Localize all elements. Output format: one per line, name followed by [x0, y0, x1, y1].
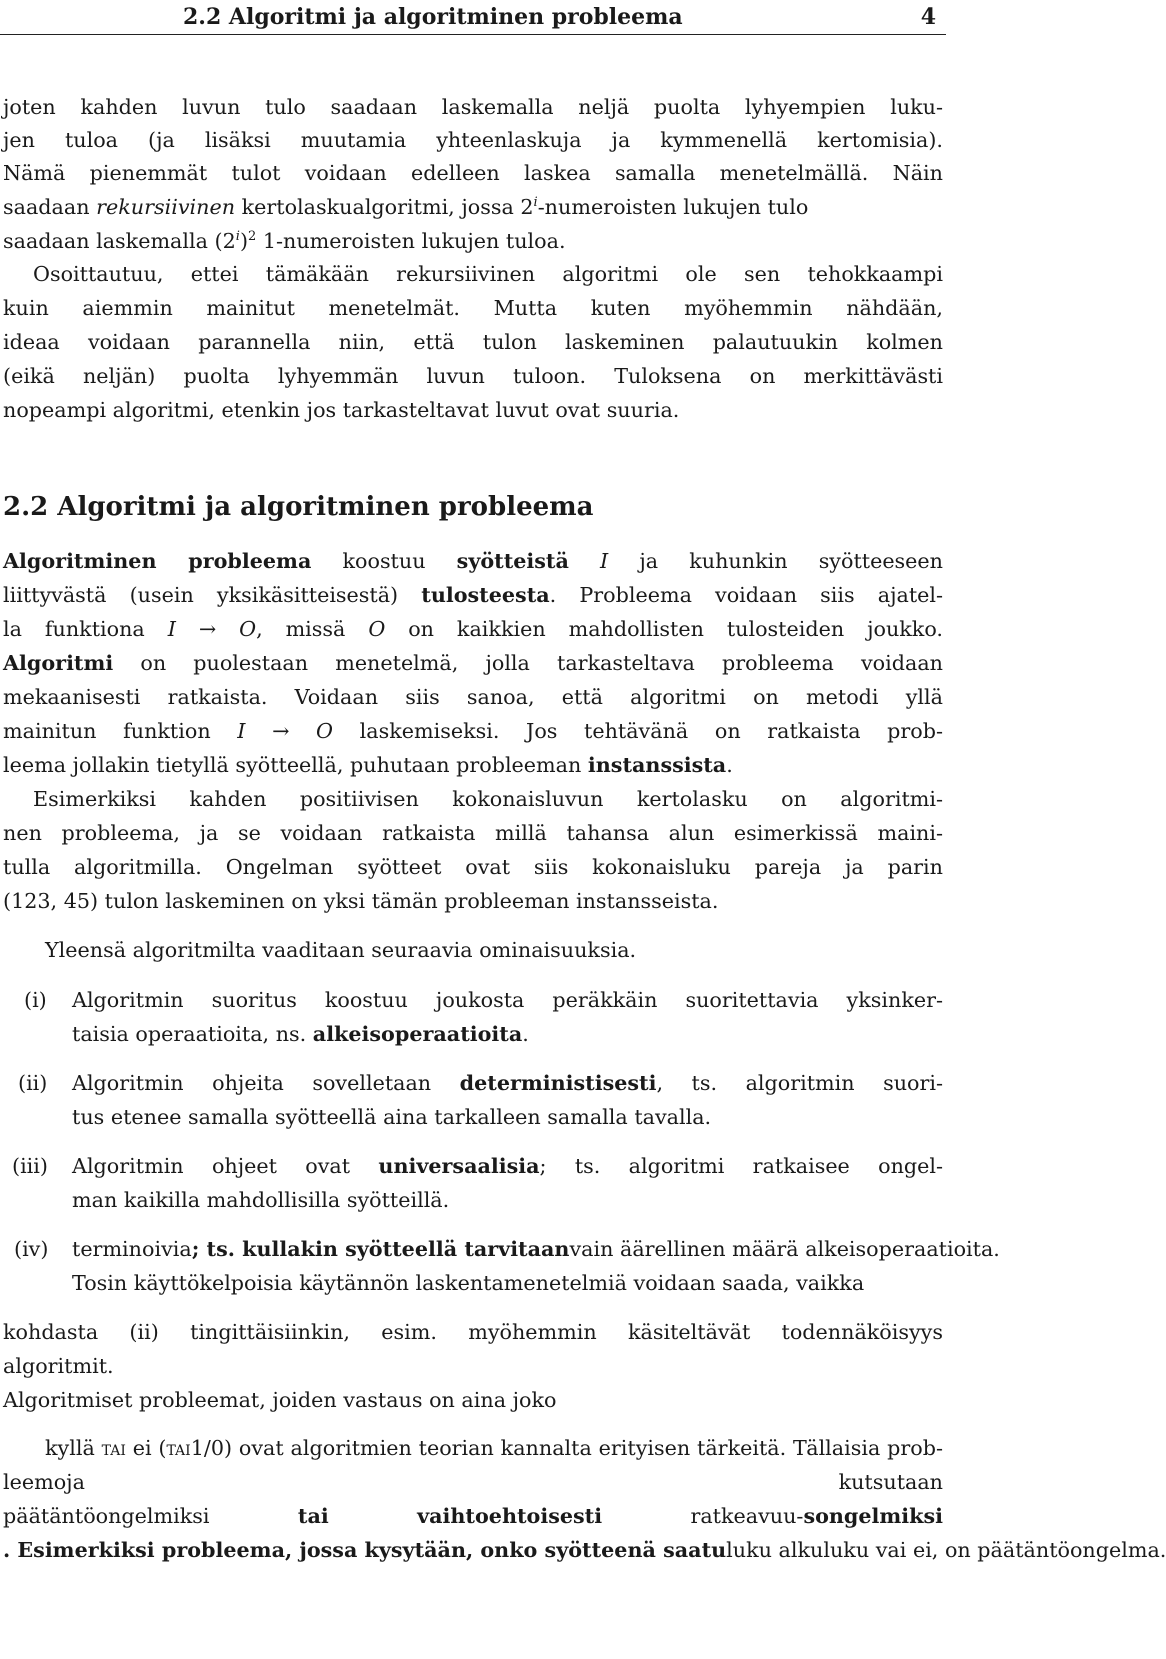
small-caps-term: tai: [94, 1436, 133, 1460]
text-span: ratkeavuu-: [690, 1504, 804, 1528]
text-line: [3, 716, 943, 746]
math-symbol: O: [316, 719, 334, 743]
text-span: . Probleema voidaan siis ajatel-: [549, 583, 943, 607]
text-line: [3, 1501, 943, 1531]
text-span: ; ts. algoritmi ratkaisee ongel-: [539, 1154, 943, 1178]
header-title: 2.2 Algoritmi ja algoritminen probleema: [183, 4, 683, 30]
list-item-line: Tosin käyttökelpoisia käytännön laskentamenetelmiä voidaan saada, vaikka: [72, 1271, 865, 1295]
page-number: 4: [920, 4, 936, 30]
text-line: [3, 580, 943, 610]
text-span: koostuu: [311, 549, 457, 573]
text-line: [3, 648, 943, 678]
text-span: .: [726, 753, 733, 777]
text-line: Osoittautuu, ettei tämäkään rekursiivinen algoritmi ole sen tehokkaampi: [33, 262, 943, 286]
list-label: (ii): [18, 1071, 48, 1095]
bold-term: songelmiksi: [803, 1504, 943, 1528]
bold-term: tai vaihtoehtoisesti: [209, 1504, 691, 1528]
text-line: [3, 614, 943, 644]
text-span: luku alkuluku vai ei, on päätäntöongelma.: [726, 1538, 1166, 1562]
text-span: ei: [132, 1436, 152, 1460]
text-span: taisia operaatioita, ns.: [72, 1022, 313, 1046]
text-span: on puolestaan menetelmä, jolla tarkasteltava probleema voidaan: [113, 651, 943, 675]
bold-term: Algoritminen probleema: [3, 549, 312, 573]
text-span: vain äärellinen määrä alkeisoperaatioita.: [569, 1237, 1000, 1261]
text-line: nopeampi algoritmi, etenkin jos tarkasteltavat luvut ovat suuria.: [3, 398, 680, 422]
small-caps-term: (tai: [151, 1436, 191, 1460]
text-span: , ts. algoritmin suori-: [656, 1071, 943, 1095]
text-span: la funktiona: [3, 617, 168, 641]
text-line: ideaa voidaan parannella niin, että tulon laskeminen palautuukin kolmen: [3, 330, 943, 354]
running-header: [0, 2, 946, 35]
text-line: mekaanisesti ratkaista. Voidaan siis sanoa, että algoritmi on metodi yllä: [3, 685, 943, 709]
text-line: algoritmit.: [3, 1354, 114, 1378]
text-line: Nämä pienemmät tulot voidaan edelleen laskea samalla menetelmällä. Näin: [3, 161, 943, 185]
text-span: , missä: [256, 617, 369, 641]
text-span: mainitun funktion: [3, 719, 238, 743]
text-span: -numeroisten lukujen tulo: [537, 195, 809, 219]
text-span: 1-numeroisten lukujen tuloa.: [256, 229, 566, 253]
text-span: saadaan laskemalla (2: [3, 229, 236, 253]
text-line: [3, 192, 808, 222]
text-line: (eikä neljän) puolta lyhyemmän luvun tuloon. Tuloksena on merkittävästi: [3, 364, 943, 388]
text-span: terminoivia: [72, 1237, 192, 1261]
list-label: (iii): [12, 1154, 48, 1178]
text-span: 1/0) ovat algoritmien teorian kannalta erityisen tärkeitä. Tällaisia prob-: [190, 1436, 943, 1460]
text-span: kyllä: [45, 1436, 95, 1460]
math-arrow: →: [245, 719, 317, 743]
math-symbol: O: [239, 617, 257, 641]
text-line: kohdasta (ii) tingittäisiinkin, esim. myöhemmin käsiteltävät todennäköisyys: [3, 1320, 943, 1344]
text-line: [3, 546, 943, 576]
list-item-line: [72, 1019, 529, 1049]
text-span: päätäntöongelmiksi: [3, 1504, 210, 1528]
bold-term: alkeisoperaatioita: [312, 1022, 523, 1046]
text-line: Esimerkiksi kahden positiivisen kokonaisluvun kertolasku on algoritmi-: [33, 787, 943, 811]
text-span: Algoritmin ohjeet ovat: [72, 1154, 379, 1178]
bold-term: syötteistä: [456, 549, 569, 573]
section-heading: 2.2 Algoritmi ja algoritminen probleema: [3, 492, 594, 522]
text-span: liittyvästä (usein yksikäsitteisestä): [3, 583, 422, 607]
list-item-line: [72, 1151, 943, 1181]
text-line: [45, 1433, 943, 1463]
list-item-line: Algoritmin suoritus koostuu joukosta peräkkäin suoritettavia yksinker-: [72, 988, 943, 1012]
text-span: saadaan: [3, 195, 90, 219]
bold-term: ; ts. kullakin syötteellä tarvitaan: [191, 1237, 570, 1261]
italic-term: rekursiivinen: [96, 195, 236, 219]
text-line: leemoja kutsutaan: [3, 1470, 943, 1494]
superscript: i: [533, 195, 538, 211]
text-line: [3, 750, 733, 780]
bold-term: . Esimerkiksi probleema, jossa kysytään, onko syötteenä saatu: [3, 1538, 727, 1562]
text-line: jen tuloa (ja lisäksi muutamia yhteenlaskuja ja kymmenellä kertomisia).: [3, 128, 943, 152]
text-line: Yleensä algoritmilta vaaditaan seuraavia ominaisuuksia.: [45, 938, 637, 962]
list-label: (i): [24, 988, 47, 1012]
list-label: (iv): [14, 1237, 49, 1261]
text-line: joten kahden luvun tulo saadaan laskemalla neljä puolta lyhyempien luku-: [3, 95, 943, 119]
period: .: [522, 1022, 529, 1046]
bold-term: deterministisesti: [459, 1071, 657, 1095]
text-span: Algoritmin ohjeita sovelletaan: [72, 1071, 460, 1095]
math-arrow: →: [175, 617, 240, 641]
bold-term: instanssista: [587, 753, 727, 777]
text-span: ja kuhunkin syötteeseen: [608, 549, 943, 573]
list-item-line: tus etenee samalla syötteellä aina tarkalleen samalla tavalla.: [72, 1105, 712, 1129]
text-line: [3, 1535, 1166, 1565]
text-span: ): [239, 229, 249, 253]
text-line: (123, 45) tulon laskeminen on yksi tämän probleeman instansseista.: [3, 889, 719, 913]
bold-term: Algoritmi: [3, 651, 114, 675]
bold-term: universaalisia: [378, 1154, 540, 1178]
list-item-line: [72, 1234, 1000, 1264]
text-line: kuin aiemmin mainitut menetelmät. Mutta kuten myöhemmin nähdään,: [3, 296, 943, 320]
list-item-line: man kaikilla mahdollisilla syötteillä.: [72, 1188, 450, 1212]
text-span: leema jollakin tietyllä syötteellä, puhutaan probleeman: [3, 753, 588, 777]
superscript: i: [235, 229, 240, 245]
math-symbol: O: [368, 617, 386, 641]
superscript: 2: [248, 229, 257, 245]
text-span: kertolaskualgoritmi, jossa 2: [241, 195, 534, 219]
math-symbol: I: [167, 617, 176, 641]
text-line: Algoritmiset probleemat, joiden vastaus on aina joko: [3, 1388, 557, 1412]
text-line: nen probleema, ja se voidaan ratkaista millä tahansa alun esimerkissä maini-: [3, 821, 943, 845]
bold-term: tulosteesta: [421, 583, 550, 607]
text-span: laskemiseksi. Jos tehtävänä on ratkaista prob-: [333, 719, 943, 743]
text-line: tulla algoritmilla. Ongelman syötteet ovat siis kokonaisluku pareja ja parin: [3, 855, 943, 879]
math-symbol: I: [237, 719, 246, 743]
text-span: on kaikkien mahdollisten tulosteiden joukko.: [385, 617, 944, 641]
math-symbol: I: [600, 549, 609, 573]
text-line: [3, 226, 566, 256]
list-item-line: [72, 1068, 943, 1098]
